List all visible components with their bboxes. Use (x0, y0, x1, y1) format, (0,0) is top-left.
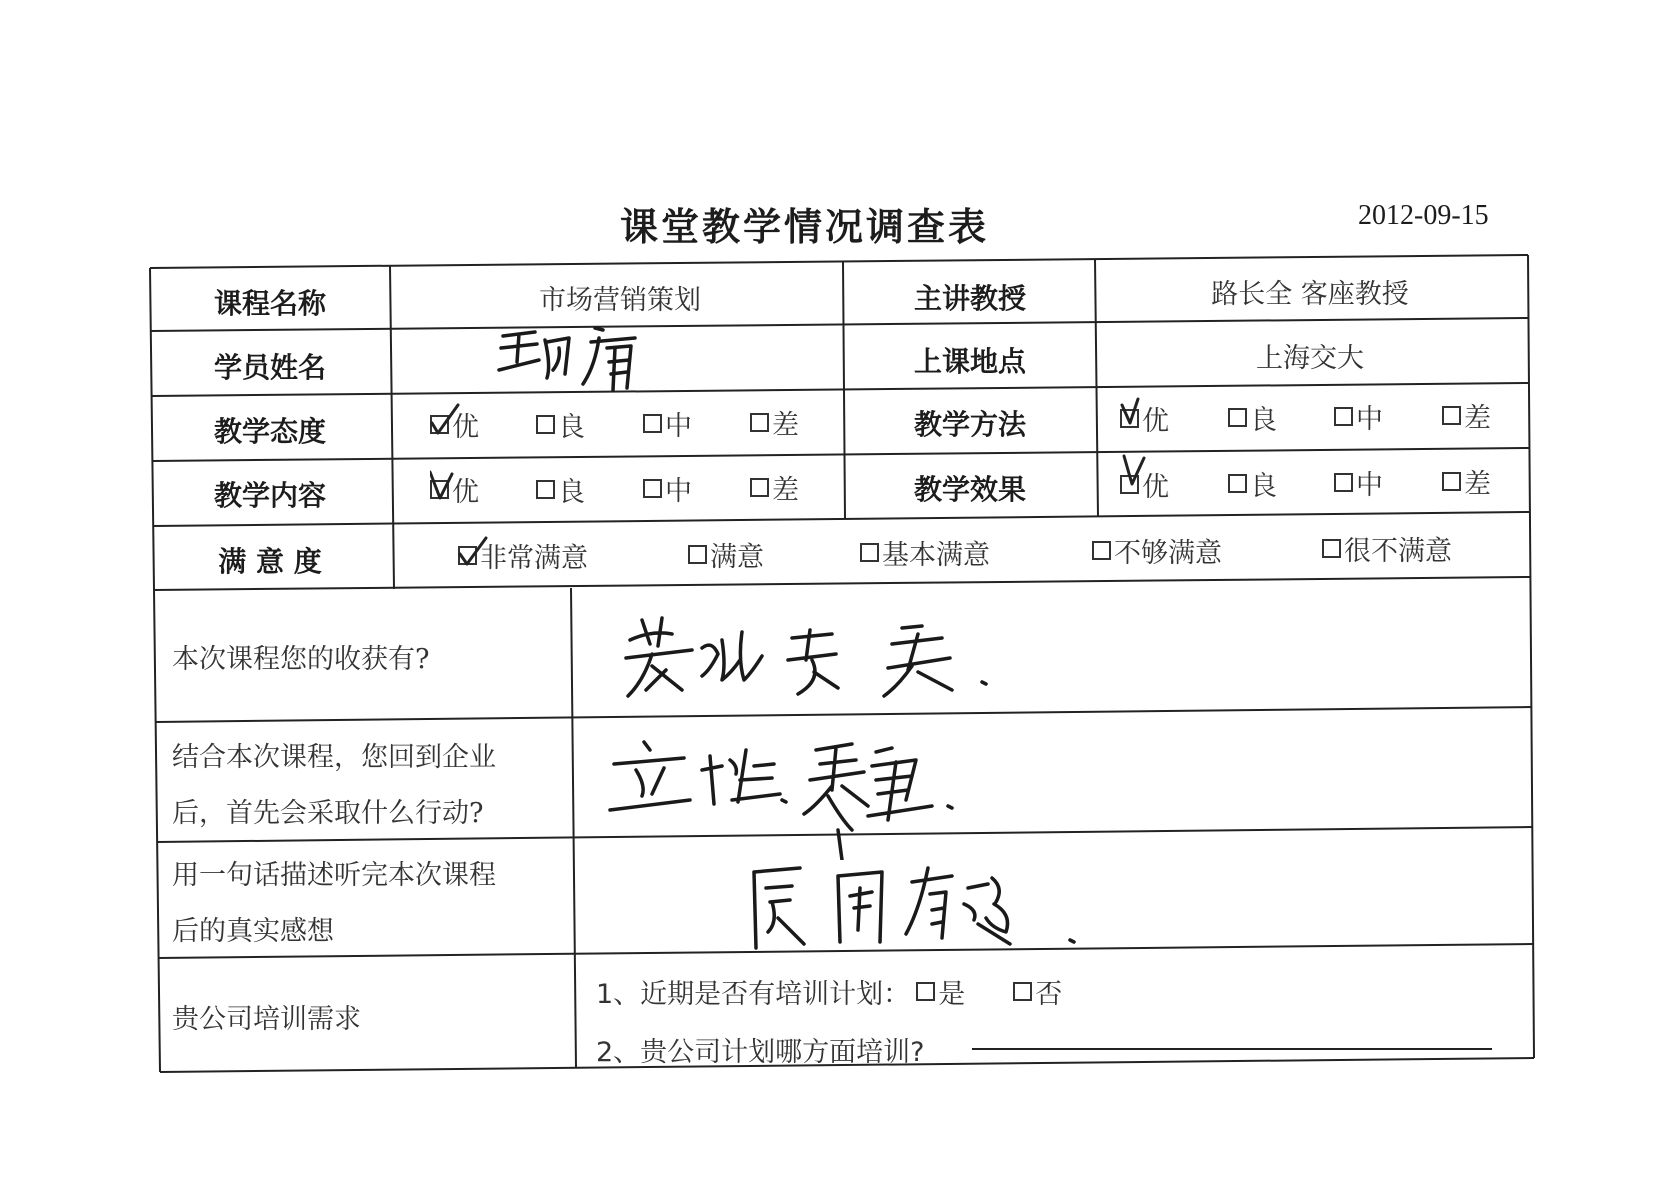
checkbox-checked[interactable] (430, 480, 449, 499)
checkbox-checked[interactable] (458, 546, 477, 565)
checkbox[interactable] (536, 415, 555, 434)
course-name-label: 课程名称 (213, 287, 326, 320)
method-option-poor[interactable]: 差 (1442, 396, 1491, 435)
satisfaction-label: 满 意 度 (218, 545, 322, 578)
method-option-medium[interactable]: 中 (1334, 397, 1383, 436)
checkbox[interactable] (1442, 406, 1461, 425)
question-feeling-line1: 用一句话描述听完本次课程 (172, 860, 496, 891)
training-q1-yes: 是 (938, 979, 966, 1010)
question-feeling-line2: 后的真实感想 (172, 916, 334, 947)
checkbox[interactable] (1092, 541, 1111, 560)
check-mark-icon (1120, 451, 1150, 491)
effect-option-good[interactable]: 良 (1228, 464, 1277, 503)
effect-label: 教学效果 (913, 473, 1026, 506)
content-option-good[interactable]: 良 (536, 470, 585, 509)
training-q2: 2、贵公司计划哪方面培训? (596, 1037, 925, 1068)
method-option-good[interactable]: 良 (1228, 398, 1277, 437)
question-action-line1: 结合本次课程，您回到企业 (172, 742, 496, 773)
satisfaction-option-satisfied[interactable]: 满意 (688, 535, 764, 574)
student-name-label: 学员姓名 (213, 351, 326, 384)
training-label: 贵公司培训需求 (172, 1004, 361, 1035)
content-option-medium[interactable]: 中 (643, 469, 692, 508)
training-q1 (596, 972, 1062, 1011)
satisfaction-option-basic[interactable]: 基本满意 (860, 533, 990, 572)
check-mark-icon (430, 468, 460, 502)
checkbox-checked[interactable] (430, 415, 449, 434)
checkbox[interactable] (750, 413, 769, 432)
lecturer-value: 路长全 客座教授 (1211, 279, 1409, 310)
training-q1-no: 否 (1035, 979, 1063, 1010)
student-name-handwriting (495, 318, 675, 396)
question-action-line2: 后，首先会采取什么行动? (172, 798, 484, 829)
checkbox[interactable] (1228, 474, 1247, 493)
location-label: 上课地点 (913, 345, 1026, 378)
method-option-excellent[interactable]: 优 (1120, 399, 1169, 438)
check-mark-icon (430, 403, 460, 437)
training-q1-text: 1、近期是否有培训计划： (596, 979, 911, 1010)
attitude-option-excellent[interactable]: 优 (430, 405, 479, 444)
checkbox[interactable] (1442, 472, 1461, 491)
satisfaction-option-very-unsatisfied[interactable]: 很不满意 (1322, 529, 1452, 568)
course-name-value: 市场营销策划 (539, 285, 701, 316)
satisfaction-option-very[interactable]: 非常满意 (458, 536, 588, 575)
checkbox[interactable] (643, 479, 662, 498)
check-mark-icon (458, 534, 488, 568)
attitude-option-good[interactable]: 良 (536, 405, 585, 444)
attitude-label: 教学态度 (213, 415, 326, 448)
content-option-poor[interactable]: 差 (750, 468, 799, 507)
answer-feeling-handwriting (742, 858, 1102, 958)
checkbox-checked[interactable] (1120, 475, 1139, 494)
lecturer-label: 主讲教授 (913, 282, 1026, 315)
checkbox[interactable] (688, 545, 707, 564)
checkbox-yes[interactable] (916, 982, 935, 1001)
checkbox[interactable] (1228, 408, 1247, 427)
satisfaction-option-not-enough[interactable]: 不够满意 (1092, 531, 1222, 570)
attitude-option-medium[interactable]: 中 (643, 404, 692, 443)
checkbox[interactable] (750, 478, 769, 497)
checkbox[interactable] (1334, 407, 1353, 426)
content-option-excellent[interactable]: 优 (430, 470, 479, 509)
answer-action-handwriting (606, 730, 976, 860)
effect-option-poor[interactable]: 差 (1442, 462, 1491, 501)
checkbox[interactable] (860, 543, 879, 562)
effect-option-excellent[interactable]: 优 (1120, 465, 1169, 504)
check-mark-icon (1120, 397, 1150, 431)
training-q2-answer-line[interactable] (972, 1048, 1492, 1050)
question-gain: 本次课程您的收获有? (172, 644, 430, 675)
checkbox[interactable] (643, 414, 662, 433)
checkbox[interactable] (1322, 539, 1341, 558)
location-value: 上海交大 (1256, 343, 1364, 374)
method-label: 教学方法 (913, 408, 1026, 441)
checkbox[interactable] (536, 480, 555, 499)
checkbox-checked[interactable] (1120, 409, 1139, 428)
form-date: 2012-09-15 (1358, 200, 1489, 231)
checkbox[interactable] (1334, 473, 1353, 492)
content-label: 教学内容 (213, 479, 326, 512)
attitude-option-poor[interactable]: 差 (750, 403, 799, 442)
form-title: 课堂教学情况调查表 (620, 205, 990, 249)
effect-option-medium[interactable]: 中 (1334, 463, 1383, 502)
checkbox-no[interactable] (1013, 982, 1032, 1001)
answer-gain-handwriting (622, 610, 1022, 710)
